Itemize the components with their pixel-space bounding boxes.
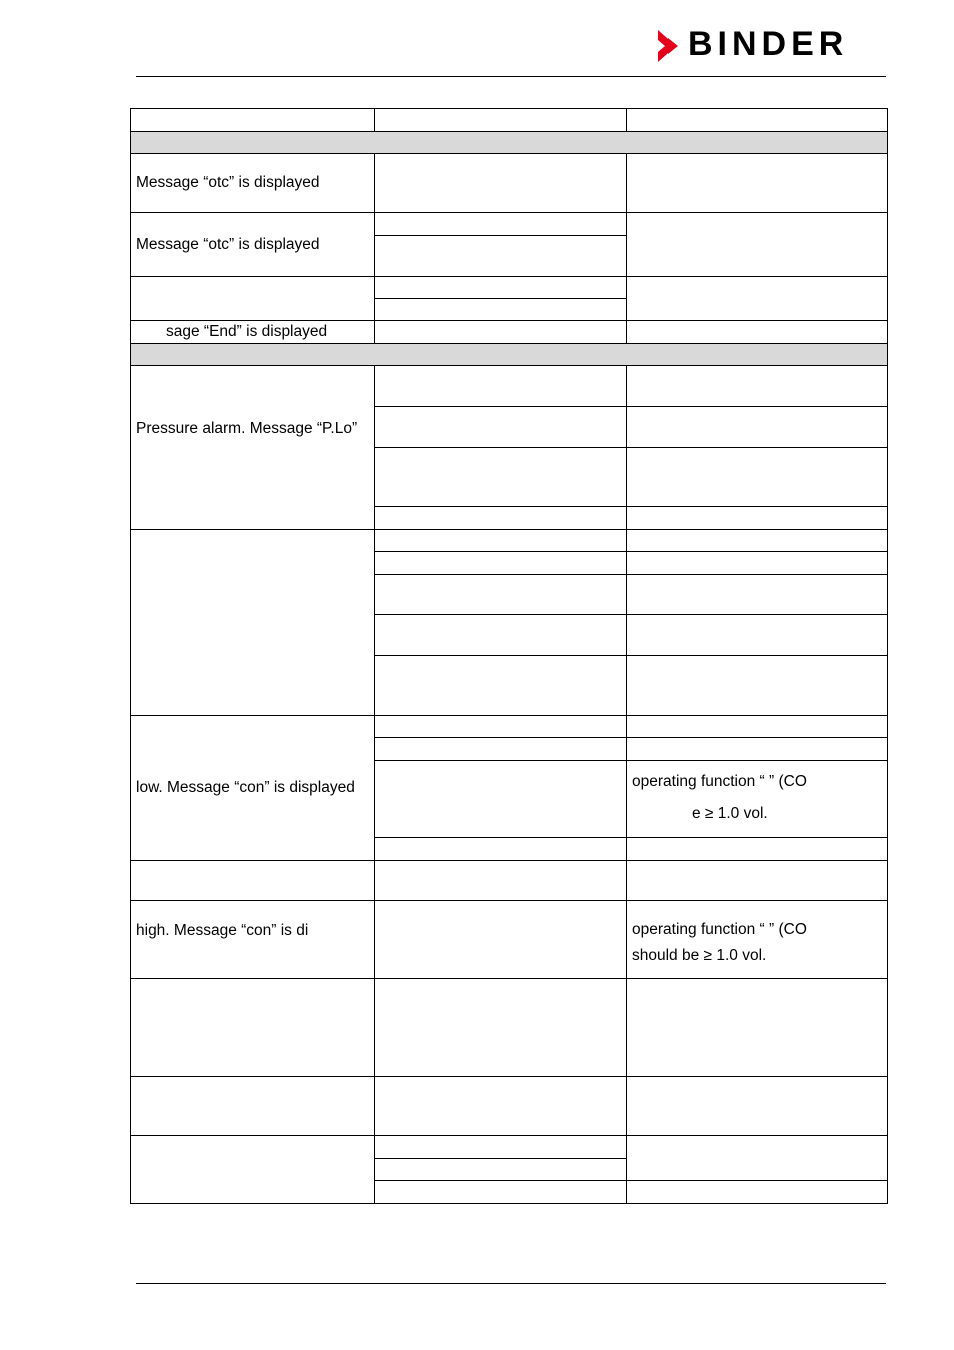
section-heading xyxy=(131,132,888,154)
cause-cell xyxy=(375,530,627,552)
fault-cell xyxy=(131,861,375,901)
brand-name: BINDER xyxy=(688,25,849,63)
cause-cell xyxy=(375,615,627,656)
cause-cell xyxy=(375,1077,627,1136)
table-row xyxy=(131,1136,888,1159)
cause-cell xyxy=(375,236,627,277)
header-cell xyxy=(627,109,888,132)
fault-cell: Pressure alarm. Message “P.Lo” xyxy=(131,366,375,530)
fault-cell xyxy=(131,979,375,1077)
table-row xyxy=(131,1077,888,1136)
cause-cell xyxy=(375,507,627,530)
remedy-cell xyxy=(627,321,888,344)
cause-cell xyxy=(375,1181,627,1204)
table-row xyxy=(131,979,888,1077)
cause-cell xyxy=(375,716,627,738)
section-heading xyxy=(131,344,888,366)
remedy-cell xyxy=(627,861,888,901)
remedy-line: operating function “ ” (CO xyxy=(632,773,807,790)
cause-cell xyxy=(375,738,627,761)
cause-cell xyxy=(375,407,627,448)
remedy-cell xyxy=(627,1077,888,1136)
header-cell xyxy=(131,109,375,132)
cause-cell xyxy=(375,656,627,716)
remedy-cell xyxy=(627,213,888,277)
table-row xyxy=(131,321,888,344)
footer-rule xyxy=(136,1283,886,1284)
remedy-cell xyxy=(627,448,888,507)
header-cell xyxy=(375,109,627,132)
cause-cell xyxy=(375,1136,627,1159)
fault-cell xyxy=(131,530,375,716)
cause-cell xyxy=(375,979,627,1077)
cause-cell xyxy=(375,154,627,213)
cause-cell xyxy=(375,448,627,507)
remedy-cell xyxy=(627,575,888,615)
remedy-cell xyxy=(627,761,888,838)
table-row xyxy=(131,277,888,299)
cause-cell xyxy=(375,299,627,321)
remedy-cell xyxy=(627,530,888,552)
fault-cell: high. Message “con” is di xyxy=(131,901,375,979)
table-row xyxy=(131,530,888,552)
troubleshooting-table xyxy=(130,108,888,1204)
remedy-cell xyxy=(627,838,888,861)
remedy-line: e ≥ 1.0 vol. xyxy=(692,805,768,822)
fault-cell: low. Message “con” is displayed xyxy=(131,716,375,861)
cause-cell xyxy=(375,901,627,979)
table-row xyxy=(131,213,888,236)
remedy-cell xyxy=(627,738,888,761)
cause-cell xyxy=(375,277,627,299)
cause-cell xyxy=(375,213,627,236)
cause-cell xyxy=(375,838,627,861)
remedy-cell xyxy=(627,901,888,979)
remedy-cell xyxy=(627,615,888,656)
fault-cell xyxy=(131,1136,375,1204)
table-row xyxy=(131,861,888,901)
cause-cell xyxy=(375,366,627,407)
remedy-cell xyxy=(627,656,888,716)
cause-cell xyxy=(375,1159,627,1181)
remedy-line: operating function “ ” (CO xyxy=(632,921,807,938)
cause-cell xyxy=(375,761,627,838)
remedy-cell xyxy=(627,1136,888,1181)
remedy-cell xyxy=(627,507,888,530)
table-row xyxy=(131,716,888,738)
cause-cell xyxy=(375,321,627,344)
section-row xyxy=(131,132,888,154)
remedy-cell xyxy=(627,407,888,448)
section-row xyxy=(131,344,888,366)
remedy-cell xyxy=(627,716,888,738)
fault-cell: Message “otc” is displayed xyxy=(131,213,375,277)
binder-logo xyxy=(656,25,888,64)
remedy-cell xyxy=(627,979,888,1077)
binder-logo-mark-icon xyxy=(656,28,686,64)
fault-cell: sage “End” is displayed xyxy=(131,321,375,344)
table-row xyxy=(131,901,888,979)
fault-cell: Message “otc” is displayed xyxy=(131,154,375,213)
remedy-line: should be ≥ 1.0 vol. xyxy=(632,947,767,964)
fault-cell xyxy=(131,277,375,321)
remedy-cell xyxy=(627,1181,888,1204)
table-row xyxy=(131,366,888,407)
fault-cell xyxy=(131,1077,375,1136)
remedy-cell xyxy=(627,277,888,321)
remedy-cell xyxy=(627,366,888,407)
table-row xyxy=(131,154,888,213)
cause-cell xyxy=(375,861,627,901)
remedy-cell xyxy=(627,154,888,213)
table-header-row xyxy=(131,109,888,132)
header-rule xyxy=(136,76,886,77)
remedy-cell xyxy=(627,552,888,575)
cause-cell xyxy=(375,575,627,615)
cause-cell xyxy=(375,552,627,575)
